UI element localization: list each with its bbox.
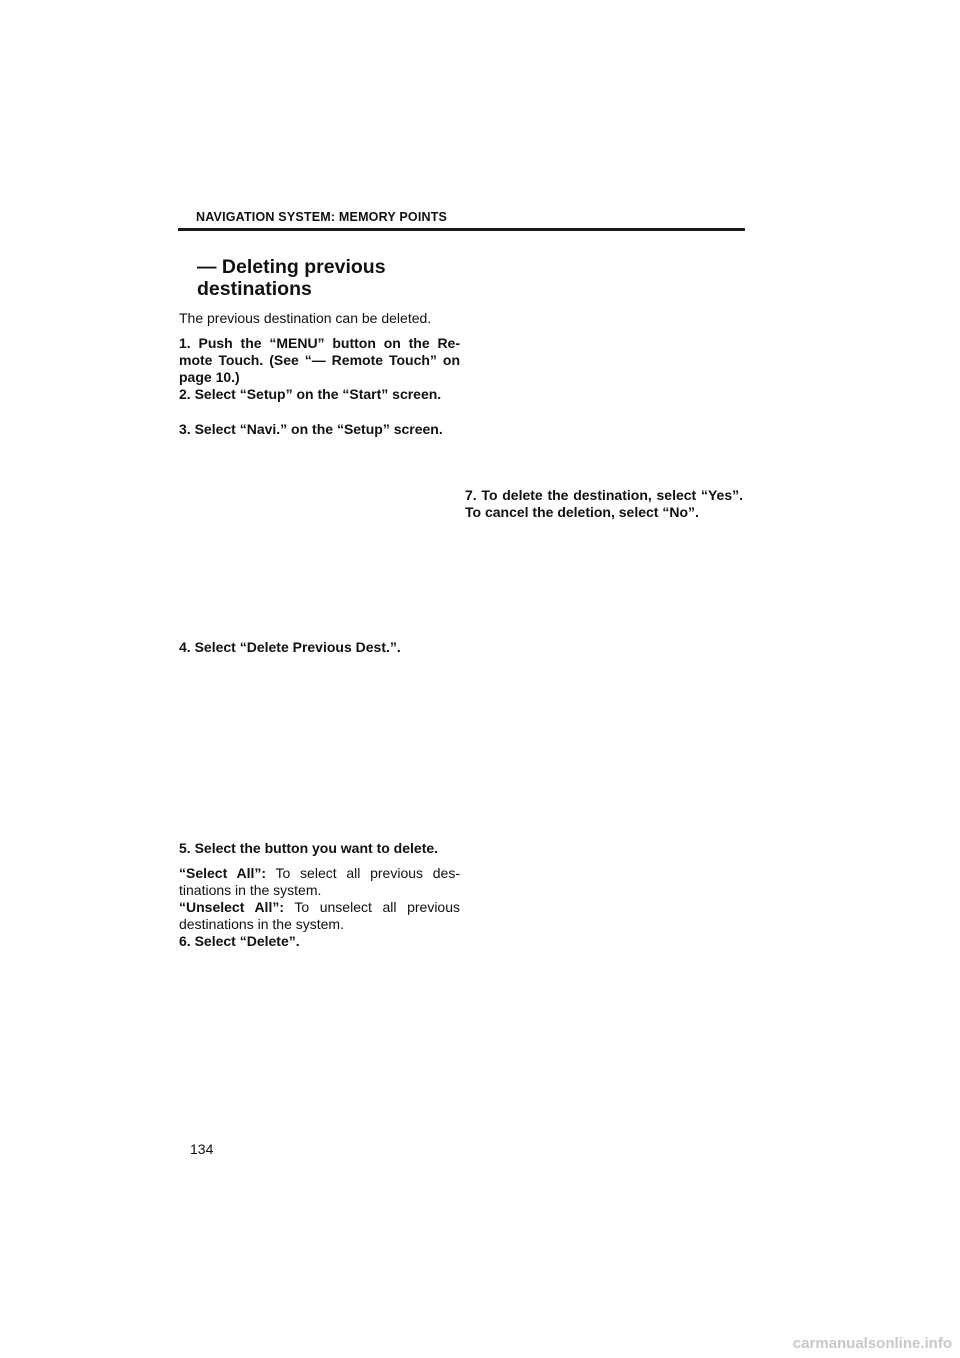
step-7: 7. To delete the destination, select “Yes”. To cancel the deletion, select “No”. xyxy=(465,487,743,520)
intro-paragraph: The previous destination can be deleted. xyxy=(179,310,432,326)
select-all-description xyxy=(179,865,460,899)
header-rule xyxy=(178,228,745,231)
section-title-line-1: — Deleting previous xyxy=(197,256,386,278)
step-4: 4. Select “Delete Previous Dest.”. xyxy=(179,639,401,655)
select-all-text: To select all previous des-tinations in the system. xyxy=(179,865,461,898)
select-all-term: “Select All”: xyxy=(179,865,267,881)
running-header: NAVIGATION SYSTEM: MEMORY POINTS xyxy=(196,210,448,224)
section-title xyxy=(197,256,386,300)
step-1: 1. Push the “MENU” button on the Re-mote Touch. (See “— Remote Touch” on page 10.) xyxy=(179,335,460,385)
page-number: 134 xyxy=(190,1141,214,1157)
watermark: carmanualsonline.info xyxy=(792,1335,952,1352)
step-5: 5. Select the button you want to delete. xyxy=(179,840,439,856)
section-title-line-2: destinations xyxy=(197,278,312,300)
unselect-all-text: To unselect all previous destinations in the system. xyxy=(179,899,460,932)
step-6: 6. Select “Delete”. xyxy=(179,933,300,949)
unselect-all-description xyxy=(179,899,460,933)
unselect-all-term: “Unselect All”: xyxy=(179,899,284,915)
step-3: 3. Select “Navi.” on the “Setup” screen. xyxy=(179,421,443,437)
step-2: 2. Select “Setup” on the “Start” screen. xyxy=(179,386,442,402)
